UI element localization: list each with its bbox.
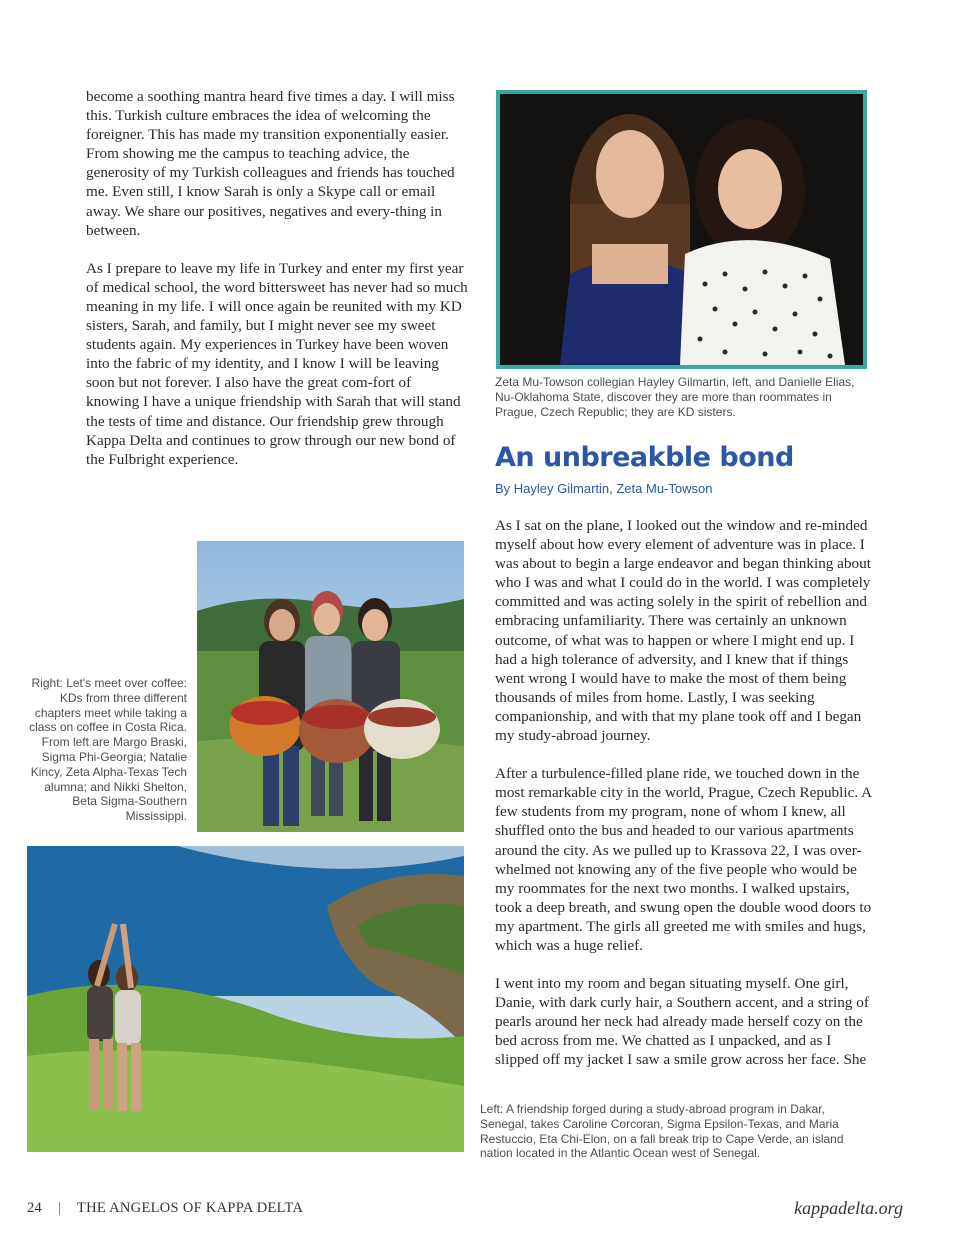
website-link[interactable]: kappadelta.org xyxy=(794,1198,903,1218)
article-byline: By Hayley Gilmartin, Zeta Mu-Towson xyxy=(495,481,713,496)
photo-top-caption: Zeta Mu-Towson collegian Hayley Gilmartin, left, and Danielle Elias, Nu-Oklahoma State, discover they are more than roommates in Prague, Czech Republic; they are KD sisters. xyxy=(495,375,855,419)
left-paragraph-1: become a soothing mantra heard five times a day. I will miss this. Turkish culture embraces the idea of welcoming the foreigner. This has made my transition exponentially easier. From showing me the campus to teaching advice, the generosity of my Turkish colleagues and friends has touched me. Even still, I know Sarah is only a Skype call or email away. We share our positives, negatives and every-thing in between. xyxy=(86,88,455,239)
page-number: 24 xyxy=(27,1200,43,1216)
coast-photo-caption: Left: A friendship forged during a study-abroad program in Dakar, Senegal, takes Caroline Corcoran, Sigma Epsilon-Texas, and Maria Restuccio, Eta Chi-Elon, on a fall break trip to Cape Verde, an island nation located in the Atlantic Ocean west of Senegal. xyxy=(480,1102,844,1161)
article-title: An unbreakble bond xyxy=(495,442,794,473)
publication-name: THE ANGELOS OF KAPPA DELTA xyxy=(76,1200,304,1216)
article-paragraph-1: As I sat on the plane, I looked out the window and re-minded myself about how every element of adventure was in place. I was about to begin a large endeavor and began thinking about who I was and what I could do in the world. I was completely committed and was acting solely in the spirit of rebellion and embracing unfamiliarity. There was certainly an unknown outcome, of what was to happen or where I might end up. I had a high tolerance of adversity, and I knew that if things went wrong I would have to make the most of them being thousands of miles from home. Lastly, I was seeking companionship, and with that my plane took off and I began my study-abroad journey. xyxy=(495,517,871,745)
photo-cape-verde-coast xyxy=(27,846,464,1152)
photo-coffee-class xyxy=(197,541,464,832)
left-column-text xyxy=(86,87,468,469)
footer-separator: | xyxy=(58,1200,62,1216)
coffee-photo-caption: Right: Let's meet over coffee: KDs from three different chapters meet while taking a class on coffee in Costa Rica. From left are Margo Braski, Sigma Phi-Georgia; Natalie Kincy, Zeta Alpha-Texas Tech alumna; and Nikki Shelton, Beta Sigma-Southern Mississippi. xyxy=(29,676,187,824)
article-paragraph-3: I went into my room and began situating myself. One girl, Danie, with dark curly hair, a Southern accent, and a string of pearls around her neck had already made herself cozy on the bed across from me. We chatted as I unpacked, and as I slipped off my jacket I saw a smile grow across her face. She xyxy=(495,975,869,1069)
photo-two-sisters xyxy=(496,90,867,369)
page-footer-left xyxy=(27,1200,303,1217)
article-paragraph-2: After a turbulence-filled plane ride, we touched down in the most remarkable city in the world, Prague, Czech Republic. A few students from my program, none of whom I knew, all shuffled onto the bus and headed to our various apartments around the city. As we pulled up to Krassova 22, I was over-whelmed not knowing any of the five people who would be my roommates for the next two months. I walked upstairs, took a deep breath, and swung open the double wood doors to my apartment. The girls all greeted me with smiles and hugs, which was a huge relief. xyxy=(495,765,872,954)
left-paragraph-2: As I prepare to leave my life in Turkey and enter my first year of medical school, the word bittersweet has never had so much meaning in my life. I will once again be reunited with my KD sisters, Sarah, and family, but I might never see my sweet students again. My experiences in Turkey have been woven into the fabric of my identity, and I know I will be leaving soon but not forever. I also have the great com-fort of knowing I have a unique friendship with Sarah that will stand the tests of time and distance. Our friendship grew through Kappa Delta and continues to grow through our new bond of the Fulbright experience. xyxy=(86,259,468,468)
article-body xyxy=(495,516,877,1070)
